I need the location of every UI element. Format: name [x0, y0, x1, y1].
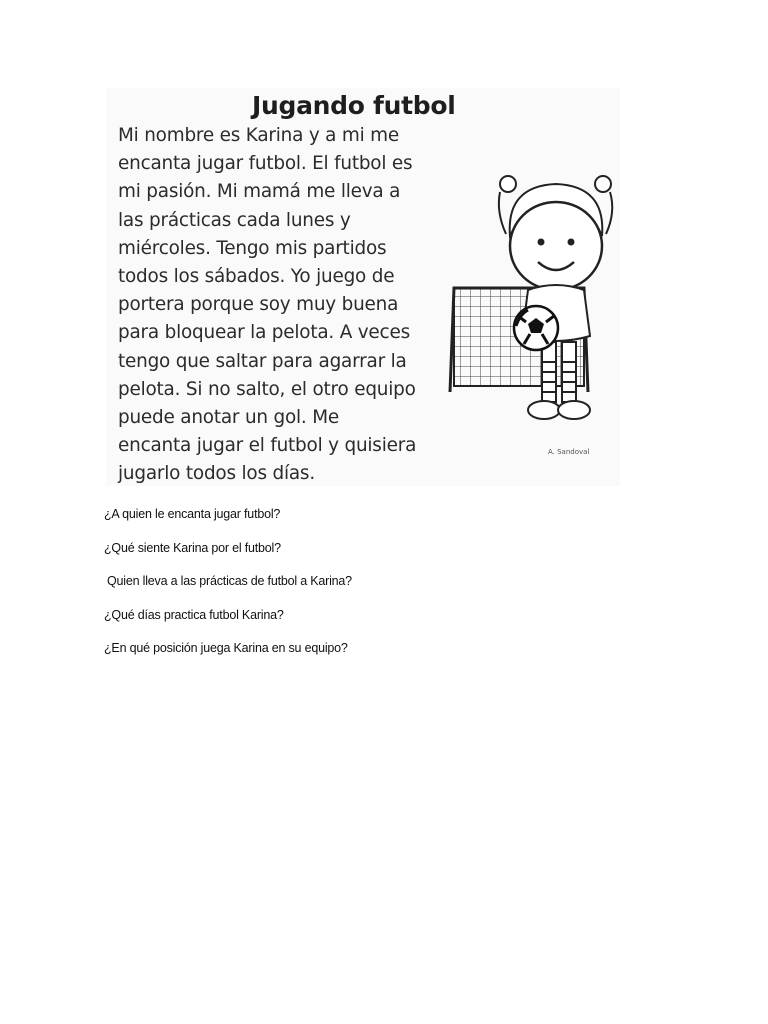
question-item: ¿A quien le encanta jugar futbol? — [104, 507, 281, 521]
question-item: ¿Qué siente Karina por el futbol? — [104, 540, 281, 555]
story-line: jugarlo todos los días. — [118, 463, 315, 485]
story-image — [106, 88, 620, 486]
question-item: ¿En qué posición juega Karina en su equipo? — [104, 641, 348, 655]
girl-goalkeeper-illustration — [440, 166, 620, 436]
story-line: las prácticas cada lunes y — [118, 209, 351, 231]
question-list — [104, 505, 352, 673]
question-item: ¿Qué días practica futbol Karina? — [104, 607, 284, 622]
story-line: pelota. Si no salto, el otro equipo — [118, 378, 416, 400]
story-line: puede anotar un gol. Me — [118, 407, 340, 429]
question-item: Quien lleva a las prácticas de futbol a Karina? — [107, 574, 352, 588]
soccer-ball-icon — [514, 306, 558, 350]
story-line: encanta jugar el futbol y quisiera — [118, 435, 417, 457]
story-line: todos los sábados. Yo juego de — [118, 266, 395, 288]
story-line: mi pasión. Mi mamá me lleva a — [118, 181, 401, 203]
story-line: portera porque soy muy buena — [118, 294, 399, 316]
story-line: para bloquear la pelota. A veces — [118, 322, 410, 344]
story-line: miércoles. Tengo mis partidos — [118, 237, 387, 259]
story-line: tengo que saltar para agarrar la — [118, 350, 407, 372]
story-text — [118, 122, 468, 489]
story-line: Mi nombre es Karina y a mi me — [118, 125, 399, 146]
illustration-credit: A. Sandoval — [548, 448, 590, 456]
story-title: Jugando futbol — [252, 91, 456, 120]
story-line: encanta jugar futbol. El futbol es — [118, 153, 413, 175]
